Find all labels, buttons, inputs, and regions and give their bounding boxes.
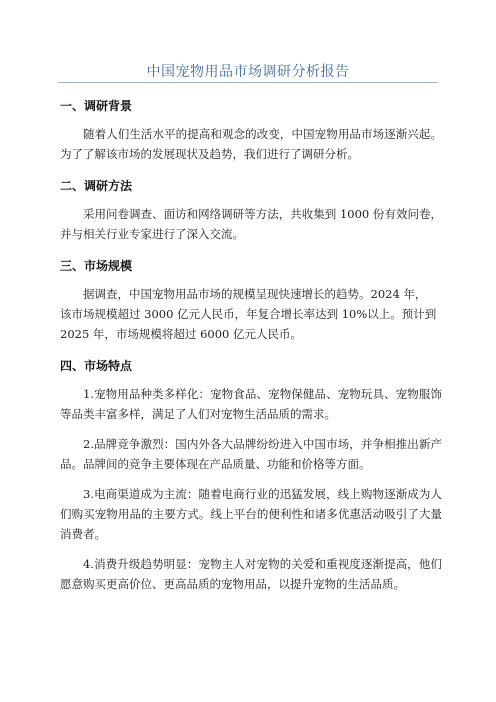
section-market-features — [60, 358, 442, 594]
paragraph-line: 2025 年，市场规模将超过 6000 亿元人民币。 — [60, 327, 302, 341]
section-background — [60, 98, 442, 164]
feature-item: 4.消费升级趋势明显：宠物主人对宠物的关爱和重视度逐渐提高，他们愿意购买更高价位、更高品质的宠物用品，以提升宠物的生活品质。 — [60, 557, 442, 591]
section-paragraph — [60, 284, 442, 344]
feature-item: 2.品牌竞争激烈：国内外各大品牌纷纷进入中国市场，并争相推出新产品。品牌间的竞争主要体现在产品质量、功能和价格等方面。 — [60, 437, 442, 471]
document-body — [60, 98, 442, 608]
feature-item: 1.宠物用品种类多样化：宠物食品、宠物保健品、宠物玩具、宠物服饰等品类丰富多样，满足了人们对宠物生活品质的需求。 — [60, 387, 442, 421]
feature-item: 3.电商渠道成为主流：随着电商行业的迅猛发展，线上购物逐渐成为人们购买宠物用品的主要方式。线上平台的便利性和诸多优惠活动吸引了大量消费者。 — [60, 487, 442, 541]
section-heading: 二、调研方法 — [60, 179, 133, 193]
section-paragraph: 采用问卷调查、面访和网络调研等方法，共收集到 1000 份有效问卷，并与相关行业专家进行了深入交流。 — [60, 207, 442, 241]
paragraph-line: 据调查，中国宠物用品市场的规模呈现快速增长的趋势。2024 年， — [83, 287, 427, 301]
section-paragraph: 随着人们生活水平的提高和观念的改变，中国宠物用品市场逐渐兴起。为了了解该市场的发展现状及趋势，我们进行了调研分析。 — [60, 127, 442, 161]
document-title: 中国宠物用品市场调研分析报告 — [146, 64, 350, 80]
section-method — [60, 178, 442, 244]
paragraph-line: 该市场规模超过 3000 亿元人民币，年复合增长率达到 10%以上。预计到 — [60, 307, 437, 321]
section-heading: 一、调研背景 — [60, 99, 133, 113]
section-market-size — [60, 258, 442, 344]
section-heading: 三、市场规模 — [60, 259, 133, 273]
title-underline — [58, 82, 438, 83]
section-heading: 四、市场特点 — [60, 359, 133, 373]
